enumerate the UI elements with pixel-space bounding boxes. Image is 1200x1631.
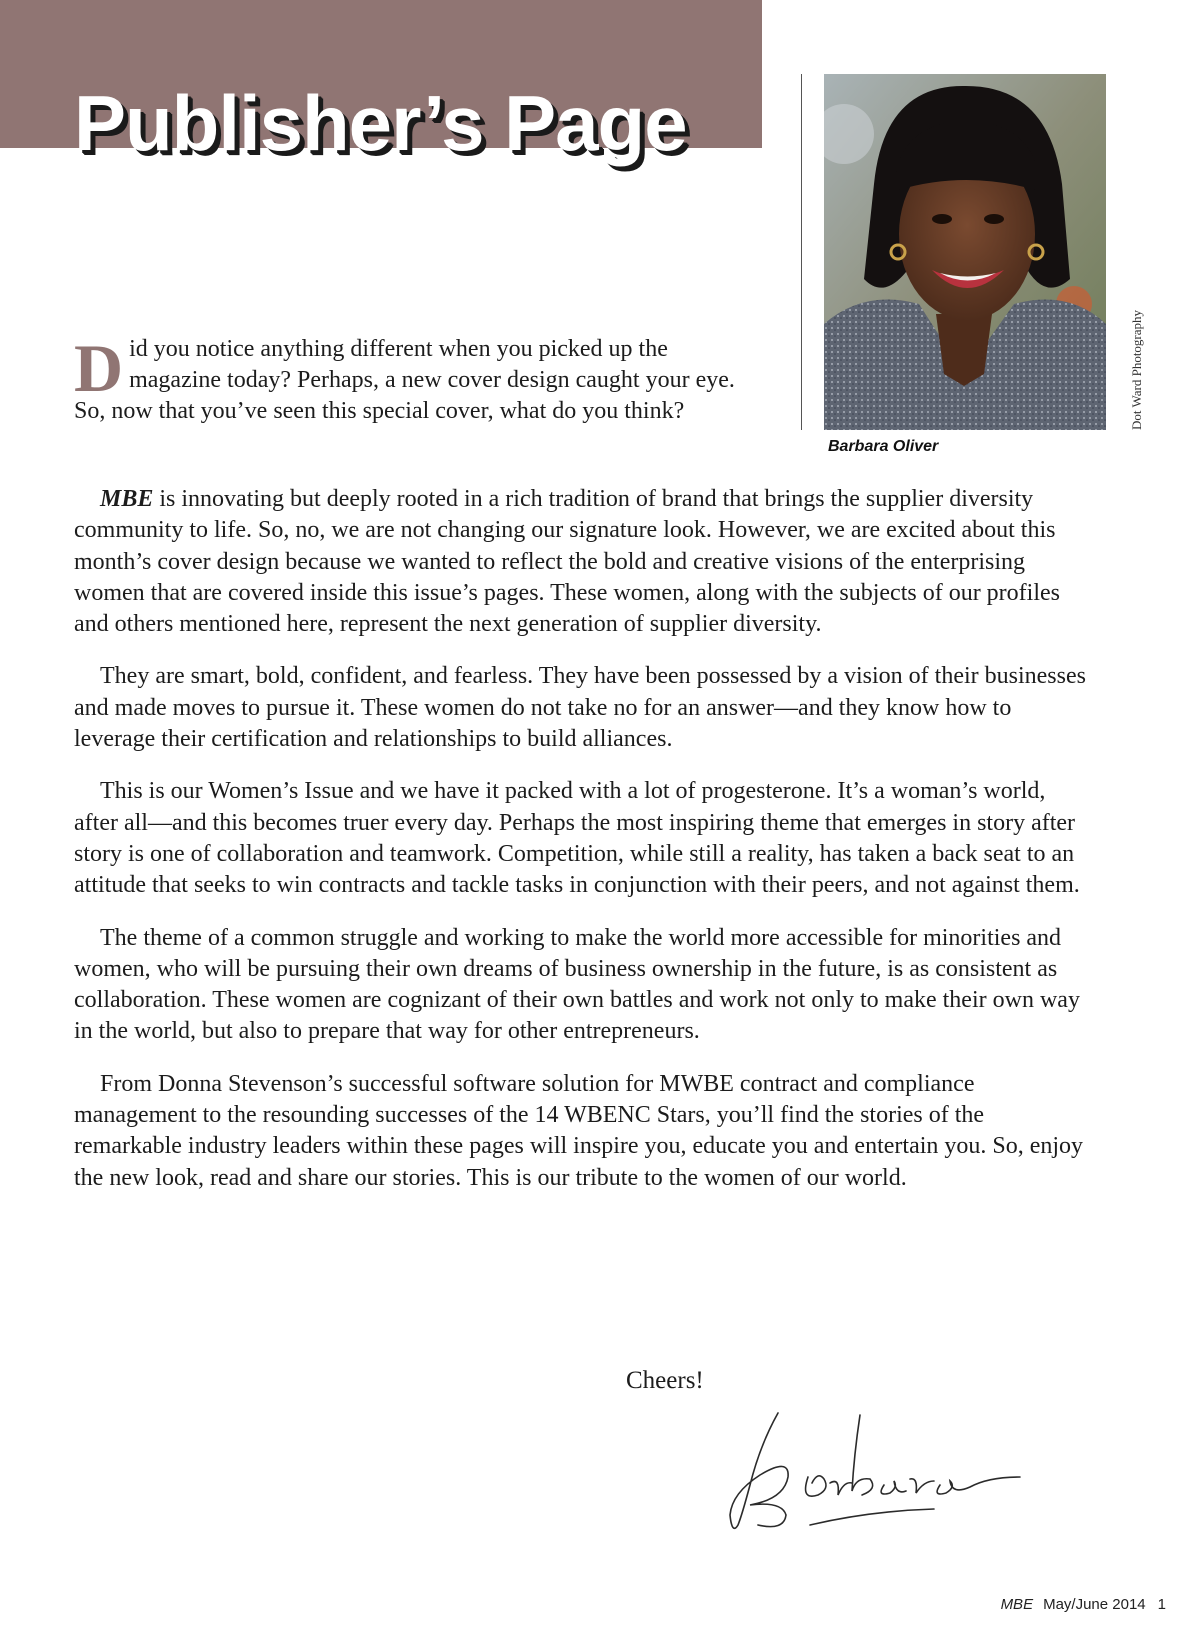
body-paragraph-3: This is our Women’s Issue and we have it packed with a lot of progesterone. It’s a woman’s world, after all—and this becomes truer every day. Perhaps the most inspiring theme that emerges in story after story is one of collaboration and teamwork. Competition, while still a reality, has taken a back seat to an attitude that seeks to win contracts and tackle tasks in conjunction with their peers, and not against them.: [74, 778, 1080, 899]
footer-issue: May/June 2014: [1043, 1596, 1146, 1613]
page-number: 1: [1157, 1596, 1166, 1613]
photo-divider: [801, 74, 802, 430]
intro-text: id you notice anything different when you picked up the magazine today? Perhaps, a new cover design caught your eye. So, now that you’ve seen this special cover, what do you think?: [74, 336, 735, 424]
page-title: Publisher’s Page: [74, 79, 687, 167]
photo-credit: Dot Ward Photography: [1129, 309, 1144, 430]
photo-caption: Barbara Oliver: [828, 438, 939, 455]
closing-cheers: Cheers!: [626, 1367, 704, 1394]
article-body: [74, 484, 1089, 1215]
body-paragraph-5: From Donna Stevenson’s successful software solution for MWBE contract and compliance management to the resounding successes of the 14 WBENC Stars, you’ll find the stories of the remarkable industry leaders within these pages will inspire you, educate you and entertain you. So, enjoy the new look, read and share our stories. This is our tribute to the women of our world.: [74, 1070, 1084, 1191]
page-footer: [1001, 1596, 1166, 1613]
body-paragraph-4: The theme of a common struggle and working to make the world more accessible for minorities and women, who will be pursuing their own dreams of business ownership in the future, is as consistent as collaboration. These women are cognizant of their own battles and work not only to make their own way in the world, but also to prepare that way for other entrepreneurs.: [74, 924, 1080, 1045]
footer-magazine: MBE: [1000, 1596, 1034, 1613]
body-paragraph-1-text: is innovating but deeply rooted in a rich tradition of brand that brings the supplier diversity community to life. So, no, we are not changing our signature look. However, we are excited about this month’s cover design because we wanted to reflect the bold and creative visions of the enterprising women that are covered inside this issue’s pages. These women, along with the subjects of our profiles and others mentioned here, represent the next generation of supplier diversity.: [74, 486, 1060, 638]
body-paragraph-2: They are smart, bold, confident, and fearless. They have been possessed by a vision of their businesses and made moves to pursue it. These women do not take no for an answer—and they know how to leverage their certification and relationships to build alliances.: [74, 663, 1086, 753]
drop-cap: D: [74, 330, 124, 406]
publisher-signature: [720, 1405, 1040, 1535]
publisher-portrait: [824, 74, 1106, 430]
magazine-name: MBE: [100, 486, 154, 512]
intro-paragraph: [74, 330, 764, 427]
body-paragraph-1: [74, 484, 1089, 640]
